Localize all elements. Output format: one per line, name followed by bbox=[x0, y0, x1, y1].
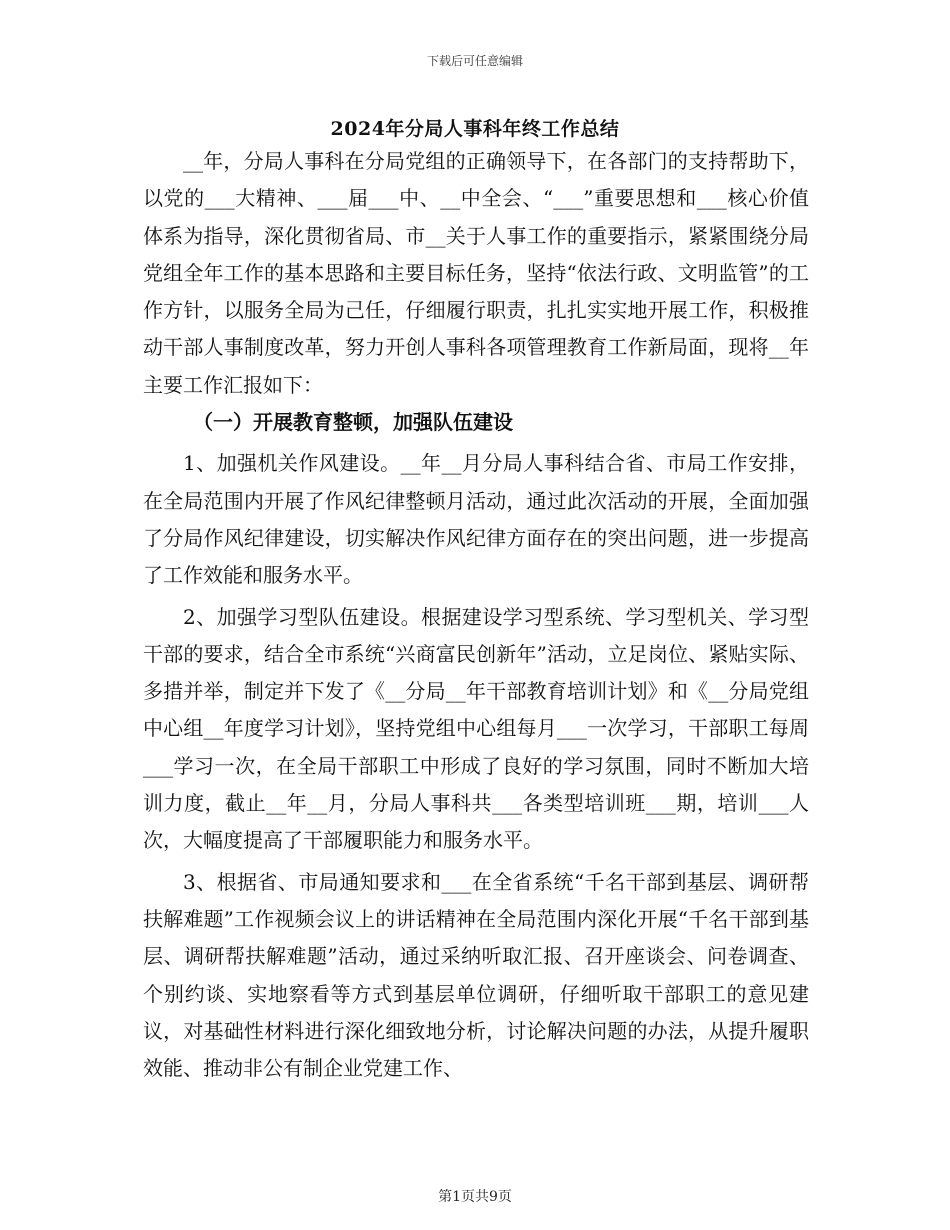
item-paragraph-1: 1、加强机关作风建设。__年__月分局人事科结合省、市局工作安排，在全局范围内开展了作风纪律整顿月活动，通过此次活动的开展，全面加强了分局作风纪律建设，切实解决作风纪律方面存在的突出问题，进一步提高了工作效能和服务水平。 bbox=[143, 451, 809, 588]
document-body bbox=[143, 143, 809, 1087]
page-header-note: 下载后可任意编辑 bbox=[426, 54, 523, 68]
document-title: 2024年分局人事科年终工作总结 bbox=[330, 118, 620, 140]
intro-paragraph: __年，分局人事科在分局党组的正确领导下，在各部门的支持帮助下，以党的___大精神、___届___中、__中全会、“___”重要思想和___核心价值体系为指导，深化贯彻省局、市__关于人事工作的重要指示，紧紧围绕分局党组全年工作的基本思路和主要目标任务，坚持“依法行政、文明监管”的工作方针，以服务全局为己任，仔细履行职责，扎扎实实地开展工作，积极推动干部人事制度改革，努力开创人事科各项管理教育工作新局面，现将__年主要工作汇报如下： bbox=[143, 149, 809, 397]
item-paragraph-2: 2、加强学习型队伍建设。根据建设学习型系统、学习型机关、学习型干部的要求，结合全市系统“兴商富民创新年”活动，立足岗位、紧贴实际、多措并举，制定并下发了《__分局__年干部教育培训计划》和《__分局党组中心组__年度学习计划》，坚持党组中心组每月___一次学习，干部职工每周___学习一次，在全局干部职工中形成了良好的学习氛围，同时不断加大培训力度，截止__年__月，分局人事科共___各类型培训班___期，培训___人次，大幅度提高了干部履职能力和服务水平。 bbox=[143, 604, 809, 853]
page-number: 第1页共9页 bbox=[438, 1189, 512, 1205]
section-heading: （一）开展教育整顿，加强队伍建设 bbox=[193, 410, 513, 435]
item-paragraph-3: 3、根据省、市局通知要求和___在全省系统“千名干部到基层、调研帮扶解难题”工作视频会议上的讲话精神在全局范围内深化开展“千名干部到基层、调研帮扶解难题”活动，通过采纳听取汇报、召开座谈会、问卷调查、个别约谈、实地察看等方式到基层单位调研，仔细听取干部职工的意见建议，对基础性材料进行深化细致地分析，讨论解决问题的办法，从提升履职效能、推动非公有制企业党建工作、 bbox=[143, 869, 809, 1081]
